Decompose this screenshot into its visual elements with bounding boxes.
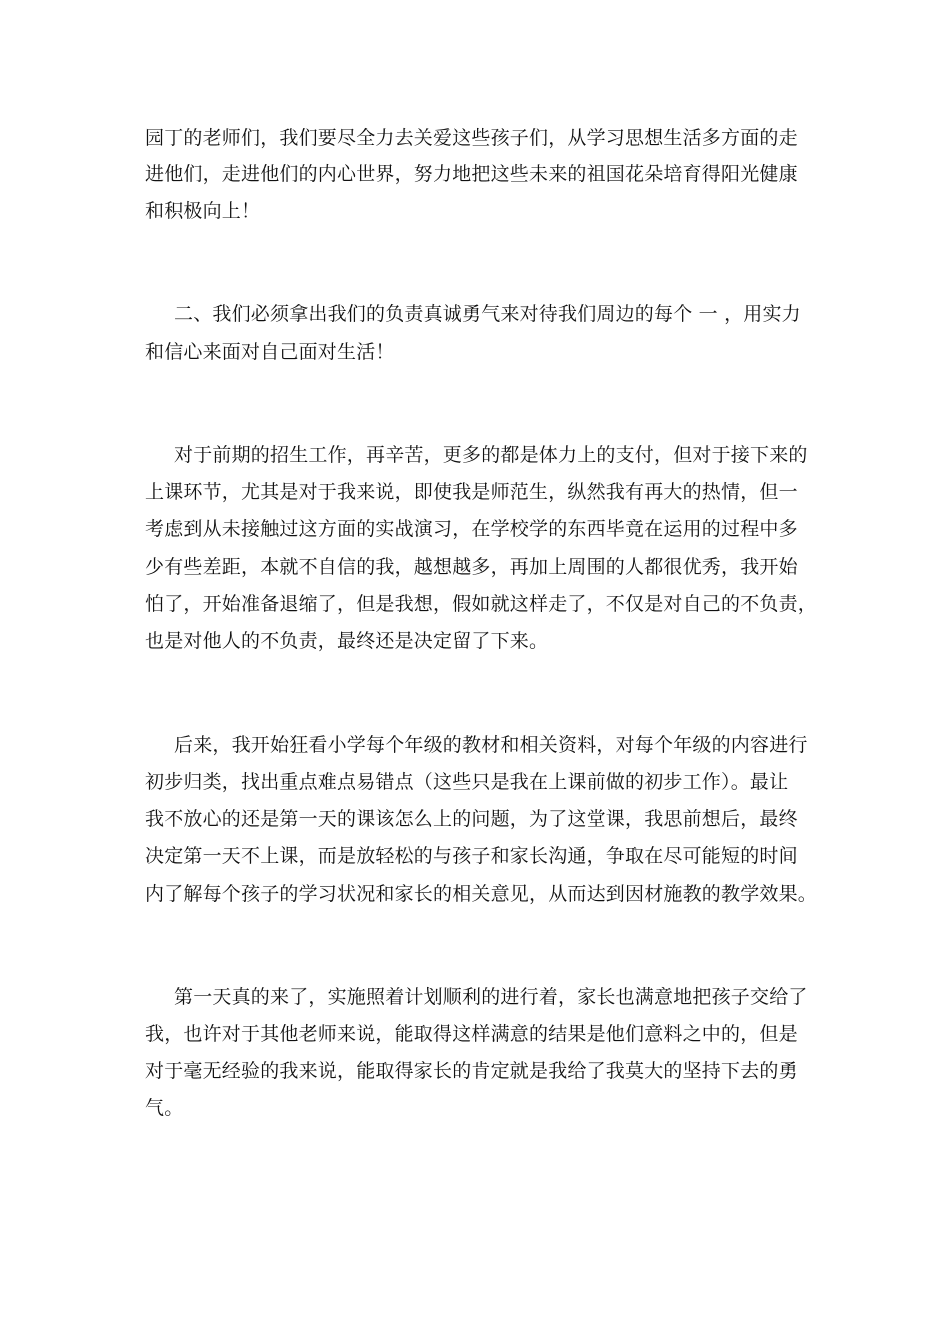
paragraph-4-line-3: 我不放心的还是第一天的课该怎么上的问题，为了这堂课，我思前想后，最终 [145,808,798,830]
paragraph-3-line-1: 对于前期的招生工作，再辛苦，更多的都是体力上的支付，但对于接下来的 [174,444,808,466]
paragraph-5-line-1: 第一天真的来了，实施照着计划顺利的进行着，家长也满意地把孩子交给了 [174,986,808,1008]
paragraph-4-line-1: 后来，我开始狂看小学每个年级的教材和相关资料，对每个年级的内容进行 [174,734,808,756]
paragraph-5-line-3: 对于毫无经验的我来说，能取得家长的肯定就是我给了我莫大的坚持下去的勇 [145,1060,798,1082]
paragraph-3-line-5: 怕了，开始准备退缩了，但是我想，假如就这样走了，不仅是对自己的不负责， [145,593,818,615]
paragraph-3-line-4: 少有些差距，本就不自信的我，越想越多，再加上周围的人都很优秀，我开始 [145,556,798,578]
paragraph-4-line-5: 内了解每个孩子的学习状况和家长的相关意见，从而达到因材施教的教学效果。 [145,883,818,905]
paragraph-1-line-2: 进他们，走进他们的内心世界，努力地把这些未来的祖国花朵培育得阳光健康 [145,163,798,185]
paragraph-3-line-2: 上课环节，尤其是对于我来说，即使我是师范生，纵然我有再大的热情，但一 [145,481,798,503]
paragraph-4-line-2: 初步归类，找出重点难点易错点（这些只是我在上课前做的初步工作）。最让 [145,771,789,793]
paragraph-2-line-2: 和信心来面对自己面对生活！ [145,341,395,363]
paragraph-1-line-3: 和积极向上！ [145,200,261,222]
paragraph-3-line-3: 考虑到从未接触过这方面的实战演习，在学校学的东西毕竟在运用的过程中多 [145,518,798,540]
paragraph-5-line-2: 我，也许对于其他老师来说，能取得这样满意的结果是他们意料之中的，但是 [145,1023,798,1045]
paragraph-1-line-1: 园丁的老师们，我们要尽全力去关爱这些孩子们，从学习思想生活多方面的走 [145,127,798,149]
paragraph-2-line-1: 二、我们必须拿出我们的负责真诚勇气来对待我们周边的每个 一 ，用实力 [174,303,801,325]
paragraph-4-line-4: 决定第一天不上课，而是放轻松的与孩子和家长沟通，争取在尽可能短的时间 [145,845,798,867]
paragraph-5-line-4: 气。 [145,1097,184,1119]
paragraph-3-line-6: 也是对他人的不负责，最终还是决定留了下来。 [145,630,549,652]
